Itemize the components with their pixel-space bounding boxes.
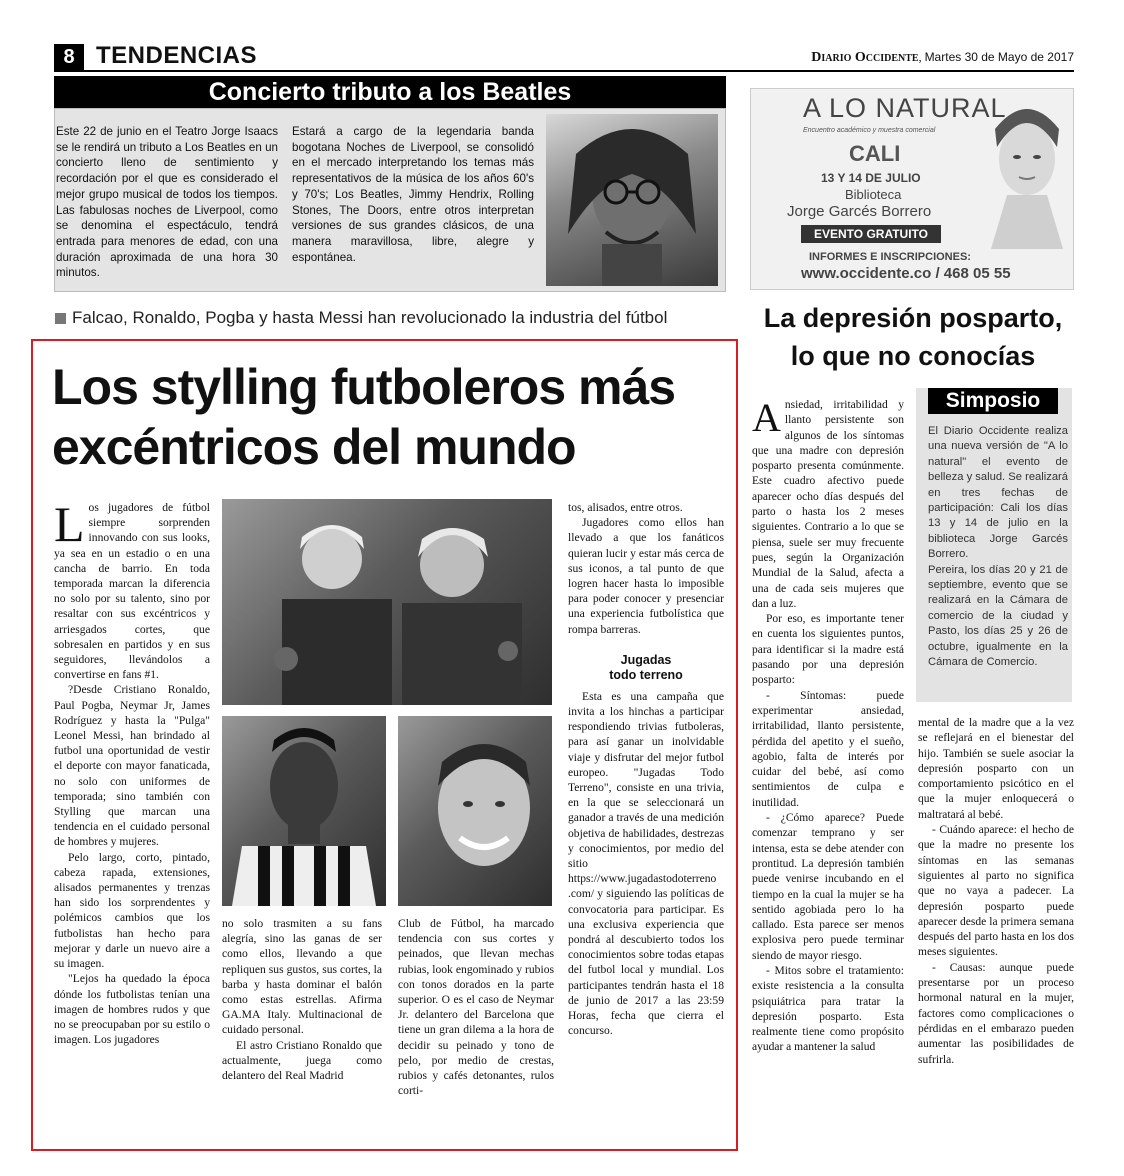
- ad-badge-label: EVENTO GRATUITO: [813, 227, 928, 241]
- photo-pogba: [222, 716, 386, 906]
- lennon-portrait: [546, 114, 718, 286]
- futbol-col-3: [398, 916, 554, 1098]
- photo-neymar-messi: [222, 499, 552, 705]
- simposio-p2: Pereira, los días 20 y 21 de septiembre, evento que se realizará en la Cámara de comercio de la ciudad y Pasto, los días 25 y 26 de octubre, igualmente en la Cámara de Comercio.: [928, 563, 1068, 669]
- photo-ronaldo: [398, 716, 552, 906]
- pogba-portrait-illustration: [222, 716, 386, 906]
- futbol-col2-p2: El astro Cristiano Ronaldo que actualmente, juega como delantero del Real Madrid: [222, 1038, 382, 1083]
- depresion-col2-p3: - Causas: aunque puede presentarse por un proceso hormonal natural en la mujer, factores como complicaciones o pérdidas en el embarazo pueden aumentar las posibilidades de sufrirla.: [918, 961, 1074, 1066]
- futbol-col2-p1: no solo trasmiten a su fans alegría, sino las ganas de ser como ellos, llevando a que repliquen sus gustos, sus cortes, la barba y hasta dominar el balón como estas estrellas. Afirma GA.MA Italy. Multinacional de cuidado personal.: [222, 917, 382, 1037]
- futbol-col3-p1: Club de Fútbol, ha marcado tendencia con sus cortes y peinados, que llevan mechas rubias, look engominado y rubios con tonos dorados en la parte superior. O es el caso de Neymar Jr. delantero del Barcelona que tiene un gran dilema a la hora de decidir su peinado y tono de pelo, por medio de crestas, rubios y cafés detonantes, rulos corti-: [398, 917, 554, 1098]
- beatles-col2: Estará a cargo de la legendaria banda bogotana Noches de Liverpool, se consolidó en el mercado interpretando los temas más representativos de la música de los años 60's y 70's; Los Beatles, Jimmy Hendrix, Rolling Stones, The Doors, entre otros interpretan versiones de sus grandes clásicos, de una manera maravillosa, libre, alegre y espontánea.: [292, 125, 534, 264]
- depresion-dropcap: A: [752, 395, 781, 440]
- page-number: 8: [63, 46, 75, 68]
- futbol-col1-p1: os jugadores de fútbol siempre sorprenden innovando con sus looks, ya sea en un estadio o en una cancha de barrio. En toda temporada marcan la diferencia no solo por su talento, sino por resaltar con sus excéntricos y arriesgados cortes, que sobresalen en partidos y en sus seguidores, llevándolos a convertirse en fans #1.: [54, 501, 210, 682]
- ad-subtitle: Encuentro académico y muestra comercial: [803, 127, 936, 134]
- futbol-subhead: [568, 653, 724, 683]
- simposio-p1: El Diario Occidente realiza una nueva versión de "A lo natural" el evento de belleza y salud. Se realizará en tres fechas de participación: Cali los días 13 y 14 de julio en la biblioteca Jorge Garcés Borrero.: [928, 425, 1068, 561]
- ad-venue-1: Biblioteca: [845, 187, 902, 202]
- newspaper-name: Diario Occidente: [811, 50, 919, 65]
- ad-dates: 13 Y 14 DE JULIO: [821, 171, 921, 185]
- depresion-col-2: [918, 716, 1074, 1068]
- depresion-headline-1: La depresión posparto,: [763, 303, 1063, 333]
- simposio-title: Simposio: [945, 389, 1041, 412]
- depresion-col-1: [752, 395, 904, 1056]
- beatles-title-bar: [54, 76, 726, 108]
- beatles-title: Concierto tributo a los Beatles: [208, 78, 572, 106]
- depresion-col1-p4: - ¿Cómo aparece? Puede comenzar temprano y ser intensa, esta se debe atender con prontitud. La depresión también puede venirse incubando en el tiempo en la cual la mujer se ha sentido agobiada pero lo ha callado. Esta parece ser menos explosiva pero puede terminar siendo de mayor riesgo.: [752, 812, 904, 962]
- section-title: TENDENCIAS: [96, 42, 258, 69]
- futbol-subhead-2: todo terreno: [609, 667, 683, 682]
- futbol-dropcap: L: [54, 496, 85, 552]
- ad-contact[interactable]: www.occidente.co / 468 05 55: [801, 265, 1011, 282]
- futbol-subhead-1: Jugadas: [620, 652, 672, 667]
- depresion-col1-p3: - Síntomas: puede experimentar ansiedad, irritabilidad, llanto persistente, pérdida del apetito y el sueño, agobio, falta de interés por cuidar del bebé, así como sentimientos de culpa e inutilidad.: [752, 689, 904, 809]
- ad-model-photo: [977, 99, 1069, 249]
- ad-title: A LO NATURAL: [803, 93, 1007, 123]
- futbol-col1-p2: ?Desde Cristiano Ronaldo, Paul Pogba, Neymar Jr, James Rodríguez y hasta la "Pulga" Leonel Messi, han brindado al futbol una oportunidad de vestir el deporte con mayor fanaticada, no solo con uniformes de temporada; sino también con Stylling que marcan una tendencia en el cuidado personal de hombres y mujeres.: [54, 683, 210, 849]
- model-face-illustration: [977, 99, 1069, 249]
- futbol-col4-p1: tos, alisados, entre otros.: [568, 501, 683, 514]
- futbol-col-2: [222, 916, 382, 1083]
- ronaldo-portrait-illustration: [398, 716, 552, 906]
- simposio-text: [928, 424, 1068, 671]
- players-celebration-illustration: [222, 499, 552, 705]
- depresion-col1-p2: Por eso, es importante tener en cuenta los siguientes puntos, para identificar si la madre está pasando por una depresión posparto:: [752, 613, 904, 687]
- ad-a-lo-natural[interactable]: [750, 88, 1074, 290]
- futbol-headline-2: excéntricos del mundo: [52, 419, 576, 475]
- portrait-illustration: [546, 114, 718, 286]
- futbol-kicker: Falcao, Ronaldo, Pogba y hasta Messi han revolucionado la industria del fútbol: [72, 308, 668, 327]
- header-rule: [54, 70, 1074, 72]
- ad-badge: [801, 225, 941, 243]
- futbol-col1-p3: Pelo largo, corto, pintado, cabeza rapada, extensiones, alisados permanentes y trenzas han sido los sorprendentes y polémicos cambios que los futbolistas han hecho para mejorar y darle un nuevo aire a su imagen.: [54, 850, 210, 971]
- futbol-col4-p3: Esta es una campaña que invita a los hinchas a participar respondiendo trivias futboleras, para así ganar un inolvidable viaje y disfrutar del mejor futbol europeo. "Jugadas Todo Terreno", consiste en una trivia, en la que se seleccionará un ganador a través de una medición objetiva de habilidades, destrezas y conocimientos, por medio del sitio https://www.jugadastodoterreno .com/ y siguiendo las políticas de convocatoria para participar. Es una exclusiva experiencia que pondrá al descubierto todos los conocimientos sobre todas etapas del futbol local y mundial. Los participantes tendrán hasta el 18 de junio de 2017 a las 23:59 Horas, fecha que cierra el concurso.: [568, 689, 724, 1038]
- simposio-title-bar: [928, 388, 1058, 414]
- futbol-col-4: [568, 500, 724, 1039]
- futbol-col4-p2: Jugadores como ellos han llevado a que los fanáticos quieran lucir y estar más cerca de sus iconos, a tal punto de que logren hacer hasta lo imposible para poder conocer y presenciar una experiencia futbolística que rompa barreras.: [568, 516, 724, 636]
- ad-info: INFORMES E INSCRIPCIONES:: [809, 251, 971, 263]
- futbol-col1-p4: "Lejos ha quedado la época dónde los futbolistas tenían una imagen de hombres rudos y que no se preocupaban por su estilo o imagen. Los jugadores: [54, 972, 210, 1047]
- depresion-col2-p1: mental de la madre que a la vez se reflejará en el bienestar del hijo. También se suele asociar la depresión posparto con un comportamiento psicótico en el que la mujer enloquecerá o maltratará al bebé.: [918, 717, 1074, 821]
- depresion-col1-p5: - Mitos sobre el tratamiento: existe resistencia a la consulta psiquiátrica para tratar la depresión posparto. Esta realmente tiene como propósito ayudar a mantener la salud: [752, 964, 904, 1054]
- kicker-square: [55, 313, 66, 324]
- masthead-line: Diario Occidente, Martes 30 de Mayo de 2017: [811, 50, 1074, 65]
- issue-date: Martes 30 de Mayo de 2017: [924, 50, 1074, 64]
- futbol-col-1: [54, 496, 210, 1047]
- ad-city: CALI: [849, 141, 901, 166]
- depresion-headline-2: lo que no conocías: [790, 341, 1036, 371]
- depresion-col1-p1: nsiedad, irritabilidad y llanto persistente son algunos de los síntomas que una madre con depresión posparto presenta comúnmente. Este cuadro afectivo puede aparecer ocho días después del parto o hasta los 2 meses siguientes. Contrario a lo que se piensa, suele ser muy frecuente pues, según la Organización Mundial de la Salud, afecta a una de cada seis mujeres que dan a luz.: [752, 399, 904, 610]
- futbol-headline-1: Los stylling futboleros más: [52, 359, 676, 415]
- beatles-col1: Este 22 de junio en el Teatro Jorge Isaacs se le rendirá un tributo a Los Beatles en un concierto lleno de sentimiento y recordación por el que es considerado el mejor grupo musical de todos los tiempos. Las fabulosas noches de Liverpool, como se denomina el espectáculo, tendrá entrada para menores de edad, con una duración aproximada de una hora 30 minutos.: [56, 125, 278, 280]
- depresion-col2-p2: - Cuándo aparece: el hecho de que la madre no presente los síntomas en las semanas siguientes al parto no significa que no vaya a padecer. La depresión posparto puede aparecer desde la primera semana después del parto hasta en los dos meses siguientes.: [918, 824, 1074, 959]
- ad-venue-2: Jorge Garcés Borrero: [787, 203, 932, 220]
